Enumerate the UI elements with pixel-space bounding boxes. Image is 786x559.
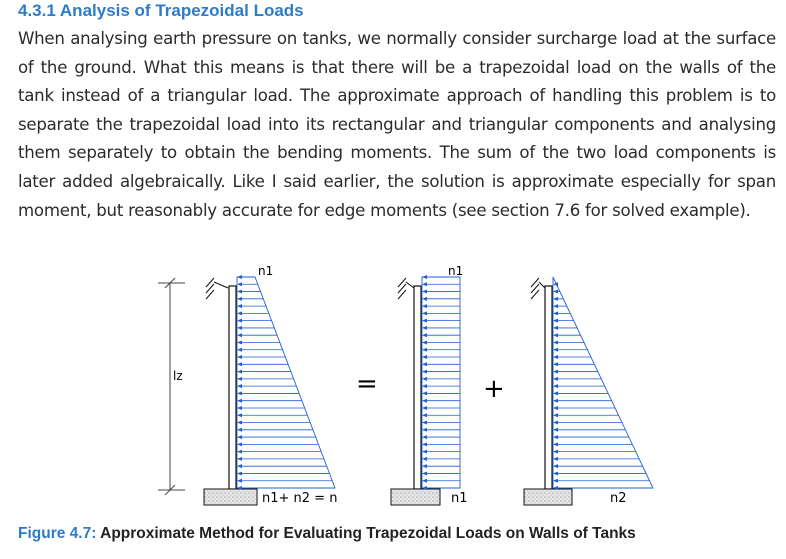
trapezoidal-load [237, 275, 335, 490]
triangular-load-arrowhead [553, 362, 558, 366]
rectangular-load-arrowhead [422, 282, 427, 286]
triangular-load-arrowhead [553, 471, 558, 475]
section-heading: 4.3.1 Analysis of Trapezoidal Loads [18, 1, 304, 20]
trapezoidal-load-arrowhead [237, 362, 242, 366]
trapezoidal-load-arrowhead [237, 333, 242, 337]
rectangular-load-arrowhead [422, 406, 427, 410]
triangular-load-arrowhead [553, 421, 558, 425]
triangular-load-arrowhead [553, 326, 558, 330]
rectangular-load-arrowhead [422, 435, 427, 439]
rectangular-load-arrowhead [422, 421, 427, 425]
rectangular-load-outline [422, 277, 460, 488]
rectangular-load-arrowhead [422, 275, 427, 279]
rectangular-load-arrowhead [422, 471, 427, 475]
rectangular-load-arrowhead [422, 413, 427, 417]
rectangular-load-arrowhead [422, 428, 427, 432]
trapezoidal-load-arrowhead [237, 282, 242, 286]
rectangular-load-arrowhead [422, 370, 427, 374]
trapezoidal-load-arrowhead [237, 311, 242, 315]
trapezoidal-load-arrowhead [237, 319, 242, 323]
triangular-load-arrowhead [553, 442, 558, 446]
triangular-load-arrowhead [553, 399, 558, 403]
rectangular-load [422, 275, 460, 490]
trapezoidal-load-outline [237, 277, 335, 488]
trapezoidal-load-arrowhead [237, 275, 242, 279]
triangular-load-arrowhead [553, 319, 558, 323]
rectangular-load-arrowhead [422, 377, 427, 381]
trapezoidal-load-figure [0, 258, 786, 520]
trapezoidal-load-arrowhead [237, 479, 242, 483]
trapezoidal-load-arrowhead [237, 413, 242, 417]
triangular-load-arrowhead [553, 457, 558, 461]
trapezoidal-load-arrowhead [237, 370, 242, 374]
trapezoidal-load-arrowhead [237, 399, 242, 403]
trapezoidal-load-arrowhead [237, 355, 242, 359]
sum-label: n1+ n2 = n [262, 491, 338, 506]
triangular-load-arrowhead [553, 435, 558, 439]
triangular-load-arrowhead [553, 428, 558, 432]
rectangular-load-arrowhead [422, 319, 427, 323]
triangular-load-arrowhead [553, 464, 558, 468]
trapezoidal-load-arrowhead [237, 304, 242, 308]
triangular-load-arrowhead [553, 297, 558, 301]
triangular-load-arrowhead [553, 406, 558, 410]
height-dimension [158, 278, 185, 495]
triangular-load-arrowhead [553, 370, 558, 374]
trapezoidal-load-arrowhead [237, 435, 242, 439]
triangular-load-arrowhead [553, 333, 558, 337]
caption-text: Approximate Method for Evaluating Trapezoidal Loads on Walls of Tanks [96, 525, 636, 542]
trapezoidal-load-arrowhead [237, 406, 242, 410]
trapezoidal-load-arrowhead [237, 340, 242, 344]
trapezoidal-load-arrowhead [237, 421, 242, 425]
triangular-load-arrowhead [553, 340, 558, 344]
tri-bottom-label: n2 [610, 491, 627, 506]
triangular-load [553, 277, 653, 490]
rectangular-load-arrowhead [422, 297, 427, 301]
plus-sign: + [483, 374, 505, 404]
equals-sign: = [356, 369, 378, 399]
trapezoidal-load-arrowhead [237, 471, 242, 475]
triangular-load-arrowhead [553, 479, 558, 483]
trapezoidal-load-arrowhead [237, 290, 242, 294]
trapezoidal-load-arrowhead [237, 464, 242, 468]
rectangular-load-arrowhead [422, 399, 427, 403]
rectangular-load-arrowhead [422, 362, 427, 366]
rectangular-load-arrowhead [422, 304, 427, 308]
section-paragraph: When analysing earth pressure on tanks, we normally consider surcharge load at the surface of the ground. What this means is that there will be a trapezoidal load on the walls of the tank instead of a triangular load. The approximate approach of handling this problem is to separate the trapezoidal load into its rectangular and triangular components and analysing them separately to obtain the bending moments. The sum of the two load components is later added algebraically. Like I said earlier, the solution is approximate especially for span moment, but reasonably accurate for edge moments (see section 7.6 for solved example). [18, 29, 776, 220]
triangular-load-arrowhead [553, 391, 558, 395]
rectangular-load-arrowhead [422, 457, 427, 461]
triangular-load-arrowhead [553, 348, 558, 352]
rectangular-load-arrowhead [422, 290, 427, 294]
trapezoidal-load-arrowhead [237, 391, 242, 395]
triangular-load-arrowhead [553, 413, 558, 417]
triangular-load-arrowhead [553, 384, 558, 388]
rectangular-load-arrowhead [422, 479, 427, 483]
trapezoidal-load-arrowhead [237, 384, 242, 388]
triangular-load-arrowhead [553, 355, 558, 359]
trapezoidal-load-arrowhead [237, 428, 242, 432]
rectangular-load-arrowhead [422, 348, 427, 352]
triangular-load-arrowhead [553, 290, 558, 294]
rectangular-load-arrowhead [422, 333, 427, 337]
wall-3 [524, 278, 572, 505]
trapezoidal-load-arrowhead [237, 377, 242, 381]
rectangular-load-arrowhead [422, 355, 427, 359]
rectangular-load-arrowhead [422, 384, 427, 388]
triangular-load-arrowhead [553, 450, 558, 454]
rectangular-load-arrowhead [422, 450, 427, 454]
top-load-label: n1 [258, 264, 274, 278]
triangular-load-arrowhead [553, 304, 558, 308]
trapezoidal-load-arrowhead [237, 450, 242, 454]
triangular-load-arrowhead [553, 377, 558, 381]
triangular-load-outline [553, 277, 653, 488]
trapezoidal-load-arrowhead [237, 326, 242, 330]
rect-bottom-label: n1 [451, 491, 468, 506]
trapezoidal-load-arrowhead [237, 457, 242, 461]
height-label: lz [173, 369, 183, 383]
rectangular-load-arrowhead [422, 464, 427, 468]
trapezoidal-load-arrowhead [237, 442, 242, 446]
trapezoidal-load-arrowhead [237, 297, 242, 301]
rectangular-load-arrowhead [422, 391, 427, 395]
rect-top-label: n1 [448, 264, 464, 278]
figure-caption [18, 525, 636, 543]
wall-2 [391, 278, 440, 505]
rectangular-load-arrowhead [422, 311, 427, 315]
rectangular-load-arrowhead [422, 326, 427, 330]
trapezoidal-load-arrowhead [237, 348, 242, 352]
rectangular-load-arrowhead [422, 442, 427, 446]
rectangular-load-arrowhead [422, 340, 427, 344]
caption-label: Figure 4.7: [18, 525, 97, 542]
wall-1 [204, 278, 257, 505]
triangular-load-arrowhead [553, 311, 558, 315]
